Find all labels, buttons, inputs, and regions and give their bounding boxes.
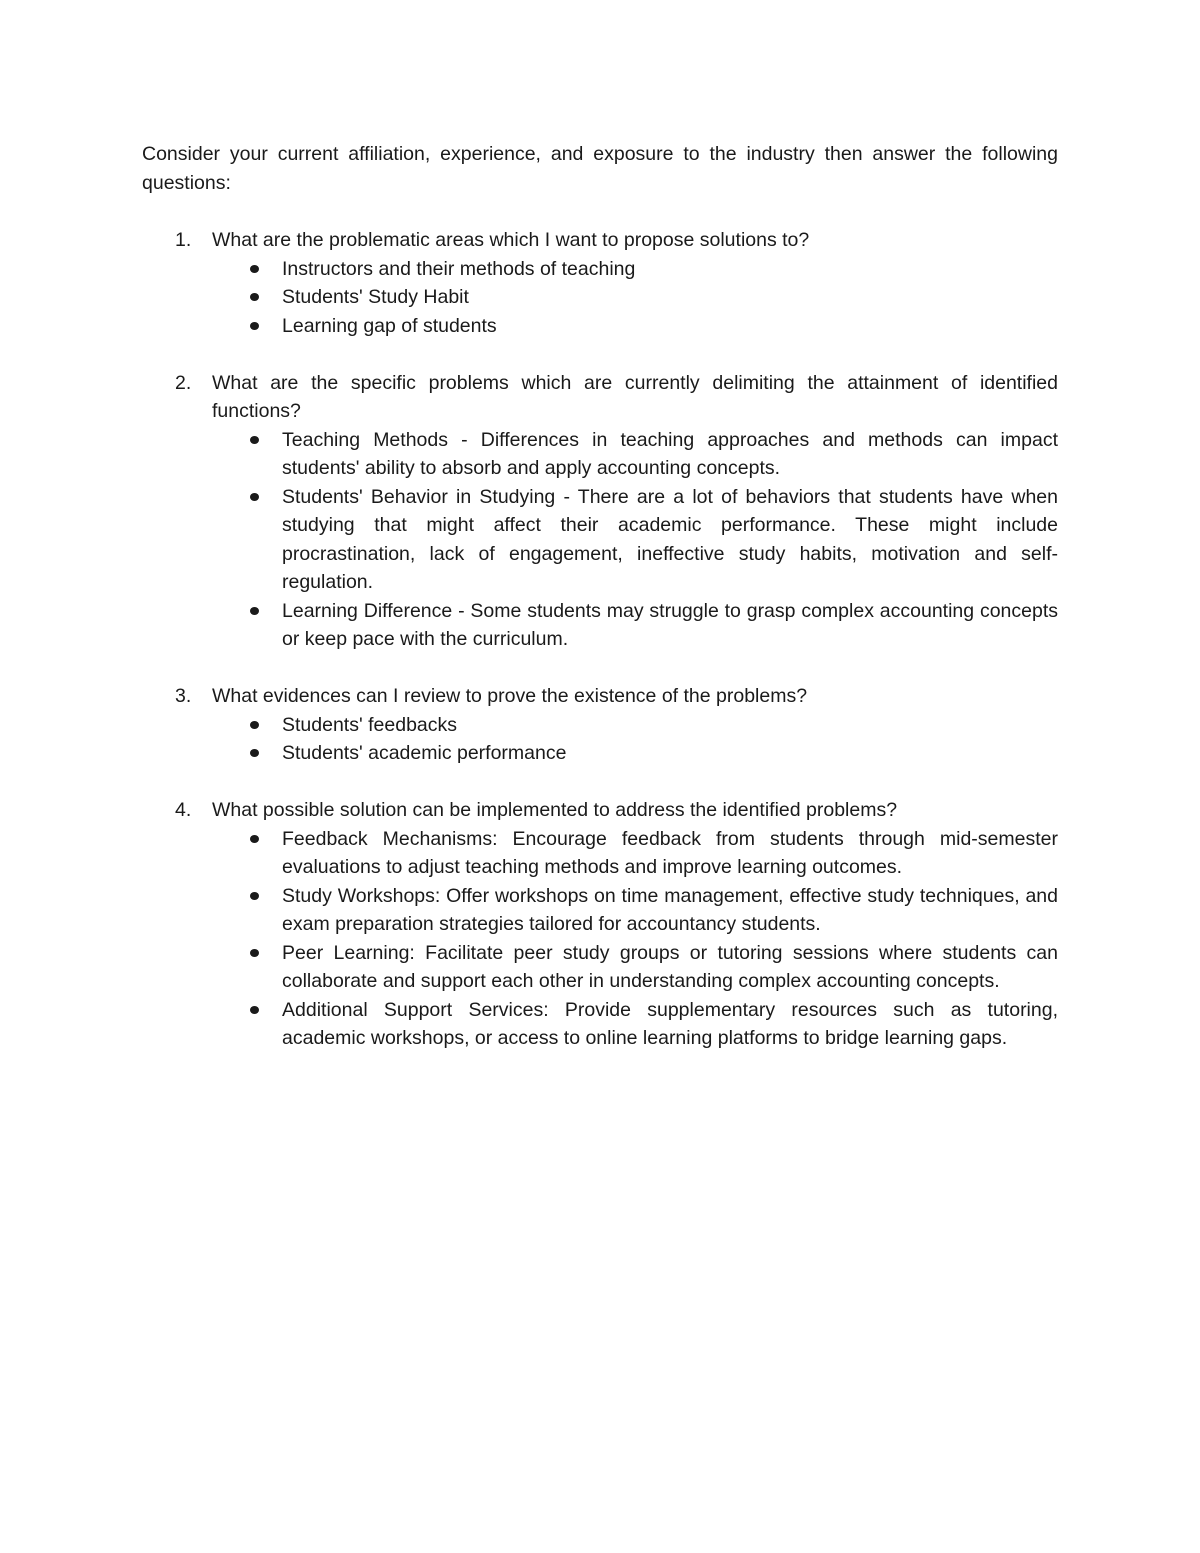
answer-item [212,939,1058,996]
answer-item [212,283,1058,312]
answer-item [212,825,1058,882]
answer-item [212,483,1058,597]
question-text: What possible solution can be implemented to address the identified problems? [212,799,898,821]
answer-item [212,882,1058,939]
bullet-icon [250,721,259,729]
question-number: 4. [175,799,192,821]
question-text: What are the specific problems which are currently delimiting the attainment of identified functions? [212,371,1058,422]
answer-text: Students' academic performance [282,742,567,764]
answer-list [212,711,1058,768]
question-item [142,796,1058,1053]
answer-item [212,255,1058,284]
answer-item [212,312,1058,341]
answer-item [212,996,1058,1053]
question-number: 1. [175,229,192,251]
answer-text: Feedback Mechanisms: Encourage feedback from students through mid-semester evaluations to adjust teaching methods and improve learning outcomes. [282,827,1058,878]
question-text: What evidences can I review to prove the existence of the problems? [212,685,808,707]
question-item [142,369,1058,654]
answer-text: Study Workshops: Offer workshops on time management, effective study techniques, and exam preparation strategies tailored for accountancy students. [282,884,1058,935]
answer-list [212,426,1058,654]
answer-item [212,711,1058,740]
question-list [142,226,1058,1053]
question-number: 2. [175,371,192,394]
answer-text: Teaching Methods - Differences in teaching approaches and methods can impact students' ability to absorb and apply accounting concepts. [282,428,1058,479]
bullet-icon [250,265,259,273]
answer-text: Peer Learning: Facilitate peer study groups or tutoring sessions where students can collaborate and support each other in understanding complex accounting concepts. [282,941,1058,992]
question-item [142,682,1058,768]
answer-item [212,597,1058,654]
answer-list [212,825,1058,1053]
answer-item [212,739,1058,768]
bullet-icon [250,835,259,843]
bullet-icon [250,892,259,900]
answer-text: Instructors and their methods of teaching [282,257,636,280]
intro-paragraph: Consider your current affiliation, experience, and exposure to the industry then answer the following questions: [142,143,1058,194]
answer-text: Students' Study Habit [282,286,469,308]
answer-text: Students' Behavior in Studying - There are a lot of behaviors that students have when studying that might affect their academic performance. These might include procrastination, lack of engagement, ineffective study habits, motivation and self-regulation. [282,485,1058,593]
bullet-icon [250,607,259,615]
question-text: What are the problematic areas which I want to propose solutions to? [212,229,810,251]
answer-text: Learning Difference - Some students may struggle to grasp complex accounting concepts or keep pace with the curriculum. [282,599,1058,650]
bullet-icon [250,293,259,301]
answer-text: Students' feedbacks [282,713,458,736]
answer-list [212,255,1058,341]
question-number: 3. [175,685,192,707]
bullet-icon [250,1006,259,1014]
bullet-icon [250,949,259,957]
bullet-icon [250,436,259,444]
answer-text: Additional Support Services: Provide supplementary resources such as tutoring, academic workshops, or access to online learning platforms to bridge learning gaps. [282,998,1058,1049]
bullet-icon [250,322,259,330]
document-page [142,140,1058,1081]
answer-text: Learning gap of students [282,314,497,337]
bullet-icon [250,493,259,501]
bullet-icon [250,749,259,757]
answer-item [212,426,1058,483]
question-item [142,226,1058,340]
